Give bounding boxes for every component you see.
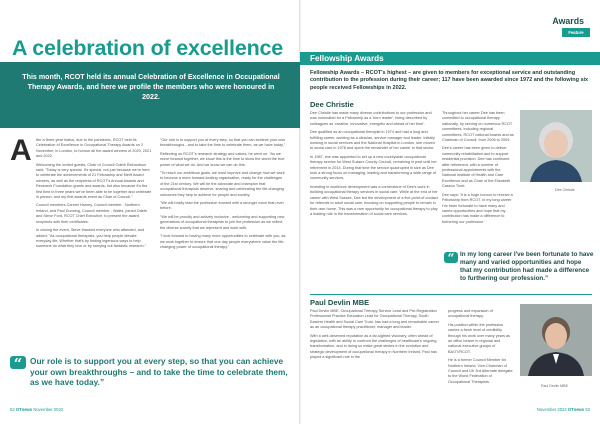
paragraph: "To reach our ambitious goals, we must improve and change how we work to become a more forward-looking organisation, ready for the challenges of the 21st century. We will be the advocate and champion that occupational therapists deserve, sharing and celebrating the life-changing outcomes they help to achieve for people and society. (160, 171, 285, 197)
paragraph: Dee Christie has made many diverse contributions to our profession and was nominated for a Fellowship as a 'born leader', being described by colleagues as 'creative, innovative, energetic and ahead of her time'. (310, 111, 432, 126)
paragraph: "We will boldly lead the profession forward with a stronger voice than ever before. (160, 201, 284, 211)
pull-quote: Our role is to support you at every step, so that you can achieve your own breakthroughs – and to take the time to celebrate them, as we have today.” (30, 356, 288, 387)
fellowship-title: Fellowship Awards (310, 54, 384, 63)
photo-caption: Dee Christie (555, 188, 575, 192)
quote-icon: “ (444, 252, 458, 263)
paragraph: Investing in workforce development was a cornerstone of Dee's work in building occupational therapy services in social care. While at the end of her career with West Sussex, Dee led the development of a five-point-of-contact for referrals to adult social care, focusing on supporting people to remain in their own home. This was a rare opportunity for occupational therapy to play a leading role in the transformation of social care services. (310, 184, 438, 216)
quote-icon: “ (10, 356, 26, 369)
drop-cap: A (10, 134, 32, 167)
paragraph: Dee qualified as an occupational therapist in 1974 and had a long and fulfilling career, working as a clinician, service manager and leader. Initially working in social services and the National Hospital in London, she moved to social care in 1978 and spent the remainder of her career in that sector. (310, 130, 435, 151)
paragraph: In closing the event, Steve thanked everyone who attended, and added: "As occupational therapists, you help people elevate everyday life. Whether that's by finding ingenious ways to help someone do what they love or by carrying out fantastic research." (36, 228, 147, 249)
paragraph: Council members Carmel Harney, Council member - Northern Ireland, and Paul Dunning, Council member - Wales, joined Odeth and Steve Ford, RCOT Chief Executive, to present the award recipients with their certificates. (36, 203, 148, 224)
fellowship-intro: Fellowship Awards – RCOT's highest – are given to members for exceptional service and outstanding contribution to the profession during their career; 117 have been awarded since 1972 and the following six people received Fellowships in 2022. (310, 70, 589, 91)
page-title: A celebration of excellence (12, 36, 284, 60)
issue-date: November 2022 (33, 407, 64, 412)
paragraph: Reflecting on RCOT's research strategy and values, he went on: "As we move forward together, we know this is the time to show the world the true power of what we do. And we know we can do this. (160, 151, 285, 167)
page-number: 52 (10, 407, 15, 412)
standfirst: This month, RCOT held its annual Celebration of Excellence in Occupational Therapy Awards, and here we profile the members who were honoured in 2022. (22, 73, 280, 101)
paragraph: "Our role is to support you at every step, so that you can achieve your own breakthroughs - and to take the time to celebrate them, as we have today." (160, 138, 286, 148)
paragraph: Dee says: 'It is a huge honour to receive a Fellowship from RCOT. In my long career I've been fortunate to have many and varied opportunities and hope that my contribution has made a difference to furthering our profession.' (442, 192, 513, 224)
divider (310, 294, 592, 295)
profile-name: Dee Christie (310, 100, 354, 109)
paragraph: fter a three-year hiatus, due to the pandemic, RCOT held its Celebration of Excellence in Occupational Therapy Awards on 2 November, in London, to honour all the award winners of 2020, 2021 and 2022. (36, 138, 152, 159)
paragraph: His position within the profession carries a fresh level of credibility through his work over many years as an office bearer in regional and national executive groups of BAOT/RCOT. (448, 322, 511, 354)
page-number: 53 (585, 407, 590, 412)
pull-quote: In my long career I've been fortunate to have many and varied opportunities and hope that my contribution had made a difference to furthering our profession.” (460, 251, 594, 282)
paragraph: Dee's career has been given to deliver community rehabilitation and to support residential provision. Dee has continued after retirement, with a number of professional appointments with the National Institute of Health and Care Excellence and as Chair of the Elizabeth Casson Trust. (442, 146, 511, 189)
paragraph: In 1987, she was appointed to set up a new countywide occupational therapy service for West Sussex County Council, remaining in post until her retirement in 2014. During that time the service quadrupled in size as Dee took a strong focus on managing, leading and transforming a wide range of community services. (310, 154, 437, 181)
paragraph: progress and expansion of occupational therapy. (448, 309, 493, 319)
magazine-name: OTnews (15, 407, 33, 412)
profile2-column-2 (448, 309, 514, 404)
issue-date: November 2022 (536, 407, 567, 412)
paragraph: Paul Devlin MBE, Occupational Therapy Service Lead and Pre-Registration Professional Practice Education Lead for Occupational Therapy, South Eastern Health and Social Care Trust, has had a long and remarkable career as an occupational therapy practitioner, manager and leader. (310, 309, 439, 330)
profile1-column-2 (442, 111, 514, 224)
feature-badge: Feature (562, 28, 590, 37)
paragraph: Welcoming the invited guests, Chair of Council Odeth Richardson said: "Today is very special. It's special, not just because we're here to celebrate the achievements of 21 Fellowship and Merit Award winners, as well as the recipients of RCOT's Annual Awards and Research Foundation grants and awards, but also because it's the first time in three years we've been able to be together and celebrate in person, and my first awards event as Chair of Council." (36, 162, 152, 200)
profile-name: Paul Devlin MBE (310, 298, 370, 307)
profile2-column-1 (310, 309, 442, 404)
section-title: Awards (552, 16, 584, 26)
paragraph: With a well-deserved reputation as a far-sighted visionary, often ahead of legislation, with an ability to confront the challenges of healthcare's ongoing transformation, and in doing so make great strides in the evolution and strategic development of occupational therapy in Northern Ireland, Paul has played a significant role in the (310, 333, 437, 360)
paragraph: Throughout her career Dee has been committed to occupational therapy nationally, by serving on numerous RCOT committees, including regional committees, RCOT national boards and as Chairman of Council, from 2006 to 2009. (442, 111, 514, 143)
paragraph: "We will be proudly and actively inclusive - welcoming and supporting new generations of occupational therapists to join the profession as we reflect the diverse society that we represent and work with. (160, 214, 285, 230)
folio-right (537, 407, 590, 412)
portrait-photo (520, 110, 592, 182)
paragraph: He is a former Council Member for Northern Ireland, Vice-Chairman of Council and UK 3rd Alternate delegate to the World Federation of Occupational Therapists. (448, 358, 513, 384)
portrait-photo (520, 304, 592, 376)
profile1-column-1 (310, 111, 438, 243)
photo-caption: Paul Devlin MBE (541, 384, 568, 388)
folio-left (10, 407, 63, 412)
magazine-name: OTnews (567, 407, 585, 412)
paragraph: "I look forward to having many more opportunities to celebrate with you, as we work together to ensure that one day people everywhere value the life-changing power of occupational therapy." (160, 234, 286, 249)
